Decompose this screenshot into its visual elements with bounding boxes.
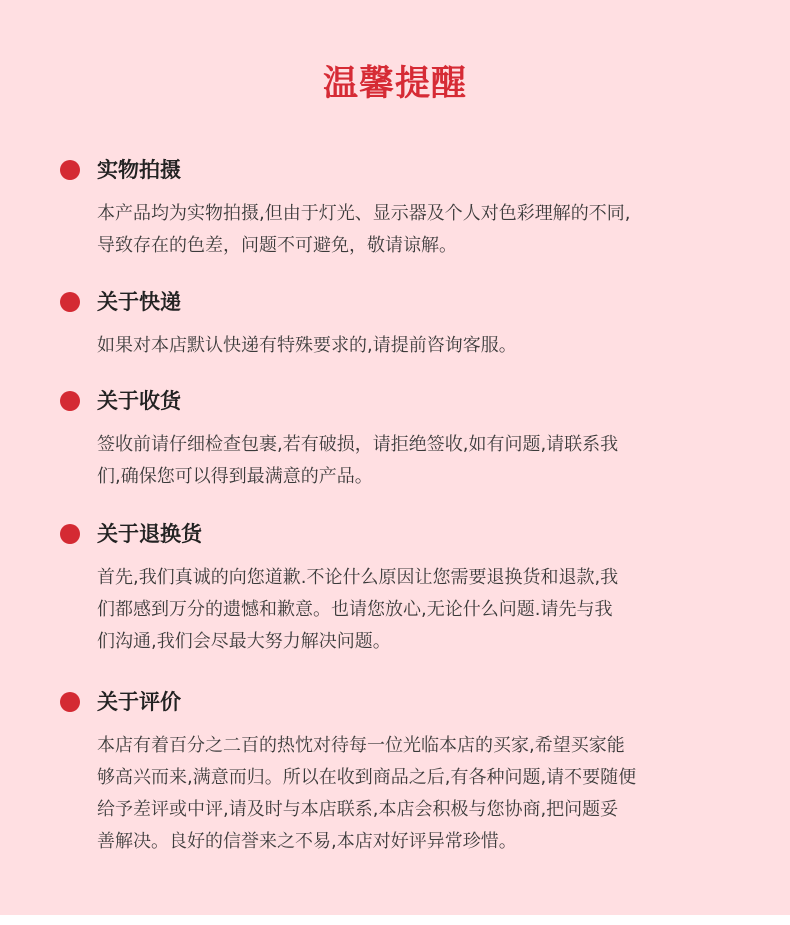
- section-heading: 关于评价: [97, 690, 181, 714]
- body-line: 给予差评或中评,请及时与本店联系,本店会积极与您协商,把问题妥: [97, 799, 619, 820]
- section-body: [97, 562, 702, 658]
- body-line: 本店有着百分之二百的热忱对待每一位光临本店的买家,希望买家能: [97, 735, 625, 756]
- section-heading: 关于快递: [97, 290, 181, 314]
- bottom-white-strip: [0, 915, 790, 925]
- body-line: 签收前请仔细检查包裹,若有破损，请拒绝签收,如有问题,请联系我: [97, 434, 619, 455]
- body-line: 首先,我们真诚的向您道歉.不论什么原因让您需要退换货和退款,我: [97, 567, 619, 588]
- section-body: [97, 198, 702, 262]
- body-line: 们都感到万分的遗憾和歉意。也请您放心,无论什么问题.请先与我: [97, 599, 613, 620]
- section-heading: 关于收货: [97, 389, 181, 413]
- red-bullet-icon: [60, 692, 80, 712]
- body-line: 如果对本店默认快递有特殊要求的,请提前咨询客服。: [97, 335, 517, 356]
- section-heading: 实物拍摄: [97, 158, 181, 182]
- body-line: 们,确保您可以得到最满意的产品。: [97, 466, 373, 487]
- red-bullet-icon: [60, 524, 80, 544]
- body-line: 够高兴而来,满意而归。所以在收到商品之后,有各种问题,请不要随便: [97, 767, 637, 788]
- section-body: [97, 429, 702, 493]
- page-title: 温馨提醒: [322, 64, 467, 104]
- section-body: [97, 330, 702, 362]
- red-bullet-icon: [60, 391, 80, 411]
- section-heading: 关于退换货: [97, 522, 202, 546]
- body-line: 善解决。良好的信誉来之不易,本店对好评异常珍惜。: [97, 831, 517, 852]
- section-body: [97, 730, 702, 858]
- red-bullet-icon: [60, 292, 80, 312]
- body-line: 本产品均为实物拍摄,但由于灯光、显示器及个人对色彩理解的不同,: [97, 203, 631, 224]
- body-line: 导致存在的色差，问题不可避免，敬请谅解。: [97, 235, 457, 256]
- red-bullet-icon: [60, 160, 80, 180]
- body-line: 们沟通,我们会尽最大努力解决问题。: [97, 631, 391, 652]
